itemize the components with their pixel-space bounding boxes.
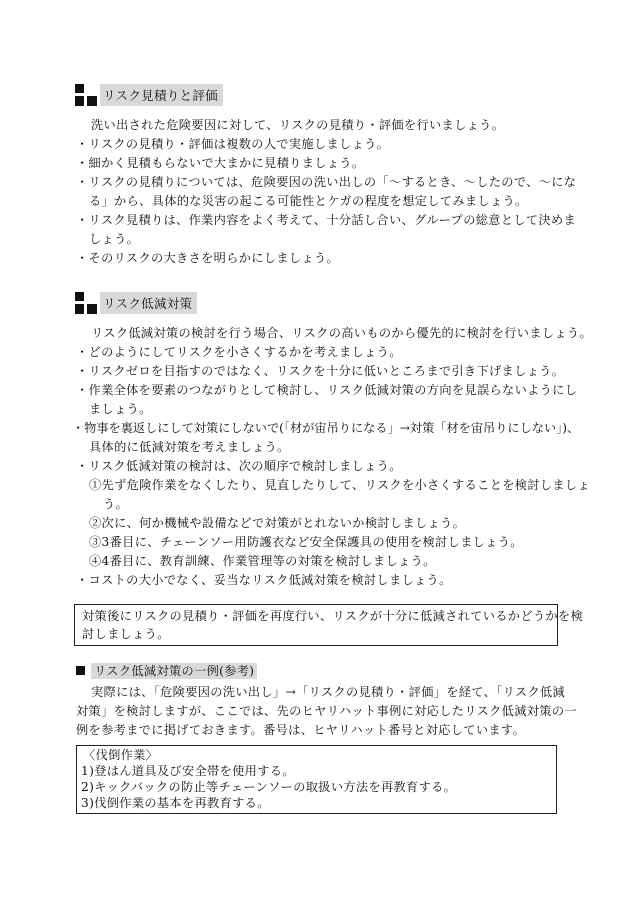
numbered-line: ④4番目に、教育訓練、作業管理等の対策を検討しましょう。: [89, 554, 436, 568]
section-square-icon: [75, 84, 97, 106]
bullet-line: ・細かく見積もらないで大まかに見積りましょう。: [76, 156, 365, 170]
example-box: [76, 745, 557, 814]
section-heading-risk-estimation: [75, 84, 223, 106]
example-paragraph-line: 対策」を検討しますが、ここでは、先のヒヤリハット事例に対応したリスク低減対策の一: [76, 704, 577, 718]
numbered-line: ①先ず危険作業をなくしたり、見直したりして、リスクを小さくすることを検討しましょ: [89, 478, 591, 492]
example-title: リスク低減対策の一例(参考): [91, 663, 257, 679]
bullet-line: ・作業全体を要素のつながりとして検討し、リスク低減対策の方向を見誤らないようにし: [76, 383, 578, 397]
bullet-line: ・リスクの見積りについては、危険要因の洗い出しの「～するとき、～したので、～にな: [76, 175, 577, 189]
bullet-line: ・リスクゼロを目指すのではなく、リスクを十分に低いところまで引き下げましょう。: [76, 364, 565, 378]
bullet-line: ・リスク低減対策の検討は、次の順序で検討しましょう。: [76, 459, 402, 473]
bullet-line: ・どのようにしてリスクを小さくするかを考えましょう。: [76, 345, 402, 359]
bullet-line: ・リスク見積りは、作業内容をよく考えて、十分話し合い、グループの総意として決めま: [76, 213, 577, 227]
example-box-item: 1)登はん道具及び安全帯を使用する。: [81, 764, 295, 778]
example-heading: [76, 663, 257, 679]
example-box-item: 3)伐倒作業の基本を再教育する。: [81, 796, 270, 810]
section-square-icon: [75, 292, 97, 314]
numbered-line: ②次に、何か機械や設備などで対策がとれないか検討しましょう。: [89, 516, 466, 530]
numbered-line: ③3番目に、チェーンソー用防護衣など安全保護具の使用を検討しましょう。: [89, 535, 523, 549]
square-bullet-icon: [76, 666, 85, 675]
note-box: [74, 604, 584, 646]
note-line: 対策後にリスクの見積り・評価を再度行い、リスクが十分に低減されているかどうかを検: [82, 609, 584, 623]
bullet-continuation: る」から、具体的な災害の起こる可能性とケガの程度を想定してみましょう。: [89, 194, 528, 208]
bullet-line: ・そのリスクの大きさを明らかにしましょう。: [76, 251, 340, 265]
example-box-item: 2)キックバックの防止等チェーンソーの取扱い方法を再教育する。: [81, 780, 457, 794]
bullet-continuation: 具体的に低減対策を考えましょう。: [89, 440, 290, 454]
bullet-continuation: ましょう。: [89, 402, 152, 416]
example-paragraph-line: 実際には、「危険要因の洗い出し」→「リスクの見積り・評価」を経て、「リスク低減: [91, 685, 566, 699]
section-heading-risk-reduction: [75, 292, 197, 314]
example-box-heading: 〈伐倒作業〉: [83, 748, 159, 762]
section-title: リスク見積りと評価: [100, 84, 223, 106]
bullet-line: ・物事を裏返しにして対策にしないで(「材が宙吊りになる」→対策「材を宙吊りにしない」)、: [72, 421, 580, 435]
paragraph-line: リスク低減対策の検討を行う場合、リスクの高いものから優先的に検討を行いましょう。: [91, 326, 593, 340]
example-paragraph-line: 例を参考までに掲げておきます。番号は、ヒヤリハット番号と対応しています。: [76, 723, 526, 737]
bullet-continuation: しょう。: [89, 232, 140, 246]
bullet-line: ・コストの大小でなく、妥当なリスク低減対策を検討しましょう。: [76, 573, 452, 587]
paragraph-line: 洗い出された危険要因に対して、リスクの見積り・評価を行いましょう。: [91, 118, 505, 132]
numbered-continuation: う。: [103, 497, 129, 511]
note-line: 討しましょう。: [82, 627, 170, 641]
section-title: リスク低減対策: [100, 292, 197, 314]
bullet-line: ・リスクの見積り・評価は複数の人で実施しましょう。: [76, 137, 390, 151]
